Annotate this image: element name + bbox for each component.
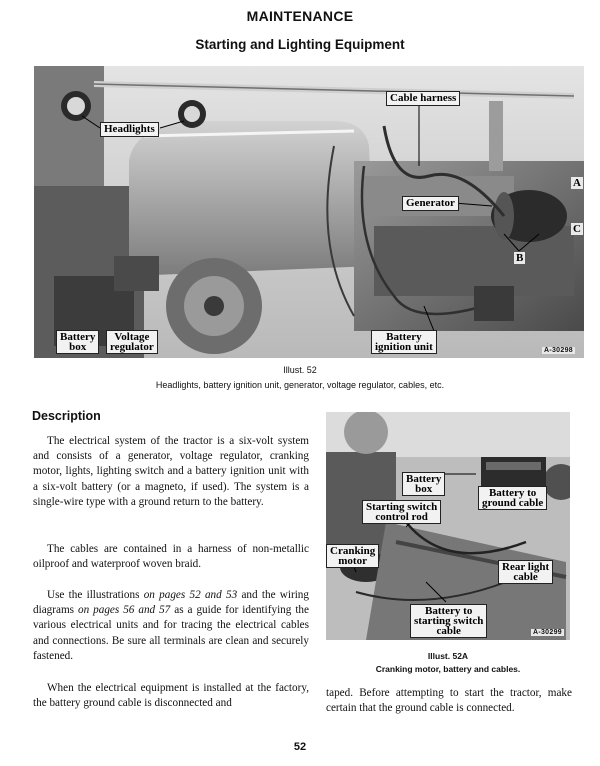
label-52a-battery-to-ground-cable: Battery to ground cable	[478, 486, 547, 510]
label-52a-battery-box: Battery box	[402, 472, 445, 496]
description-paragraph-4-continued: taped. Before attempting to start the tractor, make certain that the ground cable is connected.	[326, 687, 572, 715]
page-reference-52-53: on pages 52 and 53	[143, 589, 238, 601]
illust-52-caption-number: Illust. 52	[283, 365, 317, 375]
label-battery-ignition-unit: Battery ignition unit	[371, 330, 437, 354]
tractor-engine-image	[34, 66, 584, 358]
label-generator: Generator	[402, 196, 459, 211]
label-letter-a: A	[573, 177, 581, 189]
label-letter-b: B	[516, 252, 524, 264]
label-cable-harness: Cable harness	[386, 91, 460, 106]
label-voltage-regulator: Voltage regulator	[106, 330, 158, 354]
illust-52a-caption-number: Illust. 52A	[427, 651, 469, 661]
subsection-title: Starting and Lighting Equipment	[195, 37, 405, 52]
illust-52a-caption-text: Cranking motor, battery and cables.	[375, 664, 521, 674]
label-battery-box: Battery box	[56, 330, 99, 354]
page-reference-56-57: on pages 56 and 57	[77, 604, 171, 617]
description-paragraph-4: When the electrical equipment is installed at the factory, the battery ground cable is disconnected and	[33, 682, 309, 710]
illust-52-photo	[34, 66, 584, 358]
label-52a-cranking-motor: Cranking motor	[326, 544, 379, 568]
section-title: MAINTENANCE	[246, 8, 354, 24]
illust-52-code: A-30298	[544, 347, 573, 354]
description-paragraph-1: The electrical system of the tractor is a six-volt system and consists of a generator, voltage regulator, cranking motor, lights, lighting switch and a battery ignition unit with a six-volt battery (or a magneto, if used). The system is a single-wire type with a ground return to the battery.	[33, 435, 309, 508]
illust-52a-code: A-30299	[533, 629, 562, 636]
description-heading: Description	[32, 409, 101, 423]
page-number: 52	[293, 741, 307, 753]
description-paragraph-2: The cables are contained in a harness of non-metallic oilproof and waterproof woven braid.	[33, 543, 309, 571]
label-headlights: Headlights	[100, 122, 159, 137]
label-52a-rear-light-cable: Rear light cable	[498, 560, 553, 584]
illust-52-caption-text: Headlights, battery ignition unit, generator, voltage regulator, cables, etc.	[155, 380, 445, 390]
description-paragraph-3: Use the illustrations on pages 52 and 53 and the wiring diagrams on pages 56 and 57 as a guide for identifying the various electrical units and for tracing the electrical cables and connections. Be sure all terminals are clean and securely fastened.	[33, 589, 309, 662]
illust-52a-photo	[326, 412, 570, 640]
label-letter-c: C	[573, 223, 581, 235]
label-52a-battery-to-starting-switch-cable: Battery to starting switch cable	[410, 604, 487, 638]
label-52a-starting-switch-control-rod: Starting switch control rod	[362, 500, 441, 524]
